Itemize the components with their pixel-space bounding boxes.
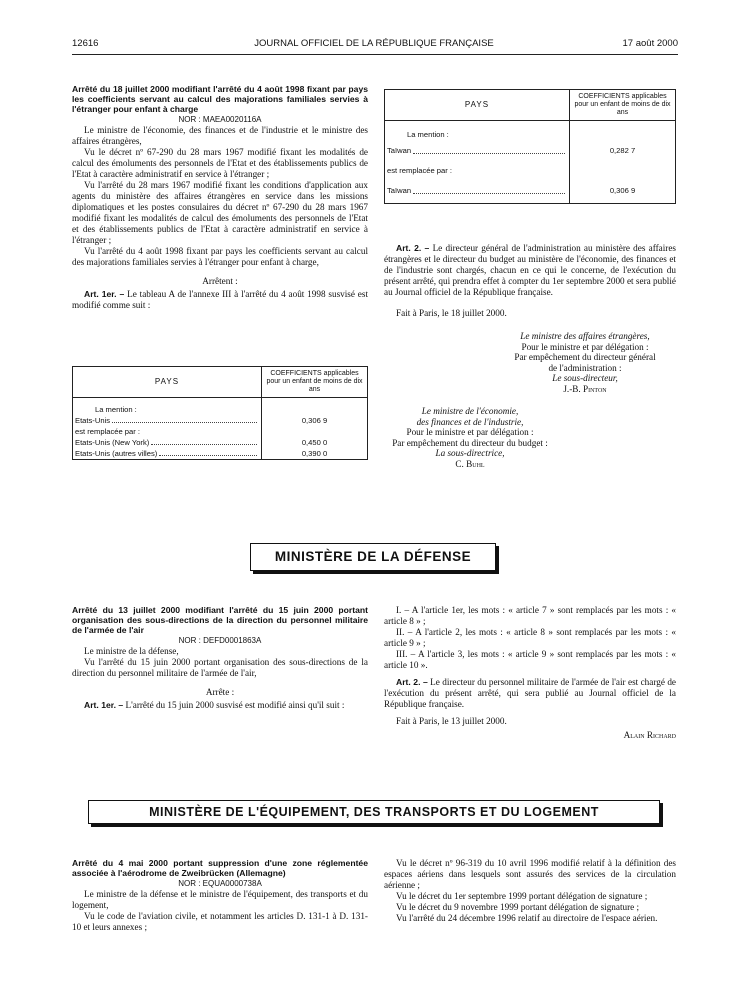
decree1-art1-text: Le tableau A de l'annexe III à l'arrêté du 4 août 1998 susvisé est modifié comme suit : [72, 289, 369, 310]
table2-row2-value: 0,306 9 [609, 186, 636, 195]
table1-row3: Etats-Unis (autres villes) [75, 448, 259, 459]
decree2-r3: III. – A l'article 3, les mots : « article 9 » sont remplacés par les mots : « article 10 ». [384, 649, 676, 670]
decree2-art1-label: Art. 1er. – [84, 700, 124, 710]
decree1-art2-label: Art. 2. – [396, 243, 430, 253]
decree1-signature-1: Le ministre des affaires étrangères, Pour le ministre et par délégation : Par empêchement du directeur général de l'administration : Le sous-directeur, J.-B. Pinton [514, 331, 656, 394]
table2-replaced: est remplacée par : [387, 166, 452, 175]
decree2-signature: Alain Richard [623, 730, 676, 740]
table1-row1-value: 0,306 9 [301, 416, 328, 425]
decree3-p3: Vu le décret nº 96-319 du 10 avril 1996 modifié relatif à la définition des espaces aériens dans lesquels sont assurés des services de la circulation aérienne ; [384, 858, 676, 890]
banner-ministere-equipement: MINISTÈRE DE L'ÉQUIPEMENT, DES TRANSPORTS ET DU LOGEMENT [88, 800, 660, 824]
table2-row2: Taïwan [387, 185, 567, 197]
table2-mention: La mention : [407, 130, 449, 139]
decree1-title: Arrêté du 18 juillet 2000 modifiant l'arrêté du 4 août 1998 fixant par pays les coefficients servant au calcul des majorations familiales servies à l'étranger pour enfant à charge [72, 84, 368, 114]
decree3-left-column [72, 858, 368, 933]
decree1-art1-label: Art. 1er. – [84, 289, 125, 299]
table1-header-pays: PAYS [73, 367, 262, 398]
decree1-right-column [384, 243, 676, 469]
table1-row3-value: 0,390 0 [301, 449, 328, 458]
decree2-p2: Vu l'arrêté du 15 juin 2000 portant organisation des sous-directions de la direction du personnel militaire de l'armée de l'air, [72, 657, 368, 678]
journal-title: JOURNAL OFFICIEL DE LA RÉPUBLIQUE FRANÇAISE [254, 38, 494, 49]
decree3-right-column [384, 858, 676, 924]
decree1-arretent: Arrêtent : [202, 276, 238, 286]
decree3-p2: Vu le code de l'aviation civile, et notamment les articles D. 131-1 à D. 131-10 et leurs annexes ; [72, 911, 368, 932]
decree3-nor: NOR : EQUA0000738A [178, 879, 262, 888]
decree2-r1: I. – A l'article 1er, les mots : « article 7 » sont remplacés par les mots : « article 8 » ; [384, 605, 676, 626]
table2-row1-value: 0,282 7 [609, 146, 636, 155]
decree2-art1-text: L'arrêté du 15 juin 2000 susvisé est modifié ainsi qu'il suit : [125, 700, 345, 710]
table1-row2: Etats-Unis (New York) [75, 437, 259, 448]
issue-date: 17 août 2000 [622, 38, 678, 49]
decree2-p1: Le ministre de la défense, [84, 646, 179, 656]
table2-header-coef: COEFFICIENTS applicables pour un enfant de moins de dix ans [570, 90, 676, 121]
decree2-title: Arrêté du 13 juillet 2000 modifiant l'arrêté du 15 juin 2000 portant organisation des sous-directions de la direction du personnel militaire de l'armée de l'air [72, 605, 368, 635]
decree3-title: Arrêté du 4 mai 2000 portant suppression d'une zone réglementée associée à l'aérodrome de Zweibrücken (Allemagne) [72, 858, 368, 878]
table1-replaced: est remplacée par : [75, 427, 140, 436]
table1-header-coef: COEFFICIENTS applicables pour un enfant de moins de dix ans [262, 367, 368, 398]
decree1-fait: Fait à Paris, le 18 juillet 2000. [396, 308, 507, 318]
decree2-arrete: Arrête : [205, 687, 235, 697]
decree1-left-column [72, 84, 368, 311]
table2-row1: Taïwan [387, 145, 567, 157]
banner-ministere-defense: MINISTÈRE DE LA DÉFENSE [250, 543, 496, 571]
decree1-nor: NOR : MAEA0020116A [178, 115, 262, 124]
page-number: 12616 [72, 38, 99, 49]
decree3-p5: Vu le décret du 9 novembre 1999 portant délégation de signature ; [396, 902, 640, 912]
decree1-p1: Le ministre de l'économie, des finances et de l'industrie et le ministre des affaires étrangères, [72, 125, 368, 146]
decree3-p1: Le ministre de la défense et le ministre de l'équipement, des transports et du logement, [72, 889, 368, 910]
decree2-art2-text: Le directeur du personnel militaire de l'armée de l'air est chargé de l'exécution du présent arrêté, qui sera publié au Journal officiel de la République française. [384, 677, 676, 709]
table2-header-pays: PAYS [385, 90, 570, 121]
decree2-r2: II. – A l'article 2, les mots : « article 8 » sont remplacés par les mots : « article 9 » ; [384, 627, 676, 648]
decree2-art2-label: Art. 2. – [396, 677, 428, 687]
decree2-right-column [384, 605, 676, 741]
decree3-p6: Vu l'arrêté du 24 décembre 1996 relatif au directoire de l'espace aérien. [396, 913, 658, 923]
coefficient-table-1 [72, 366, 368, 460]
decree1-signature-2: Le ministre de l'économie, des finances et de l'industrie, Pour le ministre et par délégation : Par empêchement du directeur du budget : La sous-directrice, C. Buhl [392, 406, 548, 469]
decree1-p2: Vu le décret nº 67-290 du 28 mars 1967 modifié fixant les modalités de calcul des émoluments des personnels de l'Etat et des établissements publics de l'Etat à caractère administratif en service à l'étranger ; [72, 147, 368, 179]
table1-mention: La mention : [95, 405, 137, 414]
header-rule [72, 54, 678, 55]
table1-row1: Etats-Unis [75, 415, 259, 426]
coefficient-table-2 [384, 89, 676, 204]
decree3-p4: Vu le décret du 1er septembre 1999 portant délégation de signature ; [396, 891, 648, 901]
decree2-nor: NOR : DEFD0001863A [178, 636, 262, 645]
decree2-left-column [72, 605, 368, 711]
decree1-p3: Vu l'arrêté du 28 mars 1967 modifié fixant les conditions d'application aux agents du ministère des affaires étrangères en service dans les missions diplomatiques et les postes consulaires du décret nº 67-290 du 28 mars 1967 modifié fixant les modalités de calcul des émoluments des personnels de l'Etat et des établissements publics de l'Etat à caractère administratif en service à l'étranger ; [72, 180, 368, 245]
table1-row2-value: 0,450 0 [301, 438, 328, 447]
decree2-fait: Fait à Paris, le 13 juillet 2000. [396, 716, 507, 726]
decree1-p4: Vu l'arrêté du 4 août 1998 fixant par pays les coefficients servant au calcul des majorations familiales servies à l'étranger pour enfant à charge, [72, 246, 368, 267]
decree1-art2-text: Le directeur général de l'administration au ministère des affaires étrangères et le directeur du budget au ministère de l'économie, des finances et de l'industrie sont chargés, chacun en ce qui le concerne, de l'exécution du présent arrêté, qui prendra effet à compter du 1er septembre 2000 et sera publié au Journal officiel de la République française. [384, 243, 677, 297]
